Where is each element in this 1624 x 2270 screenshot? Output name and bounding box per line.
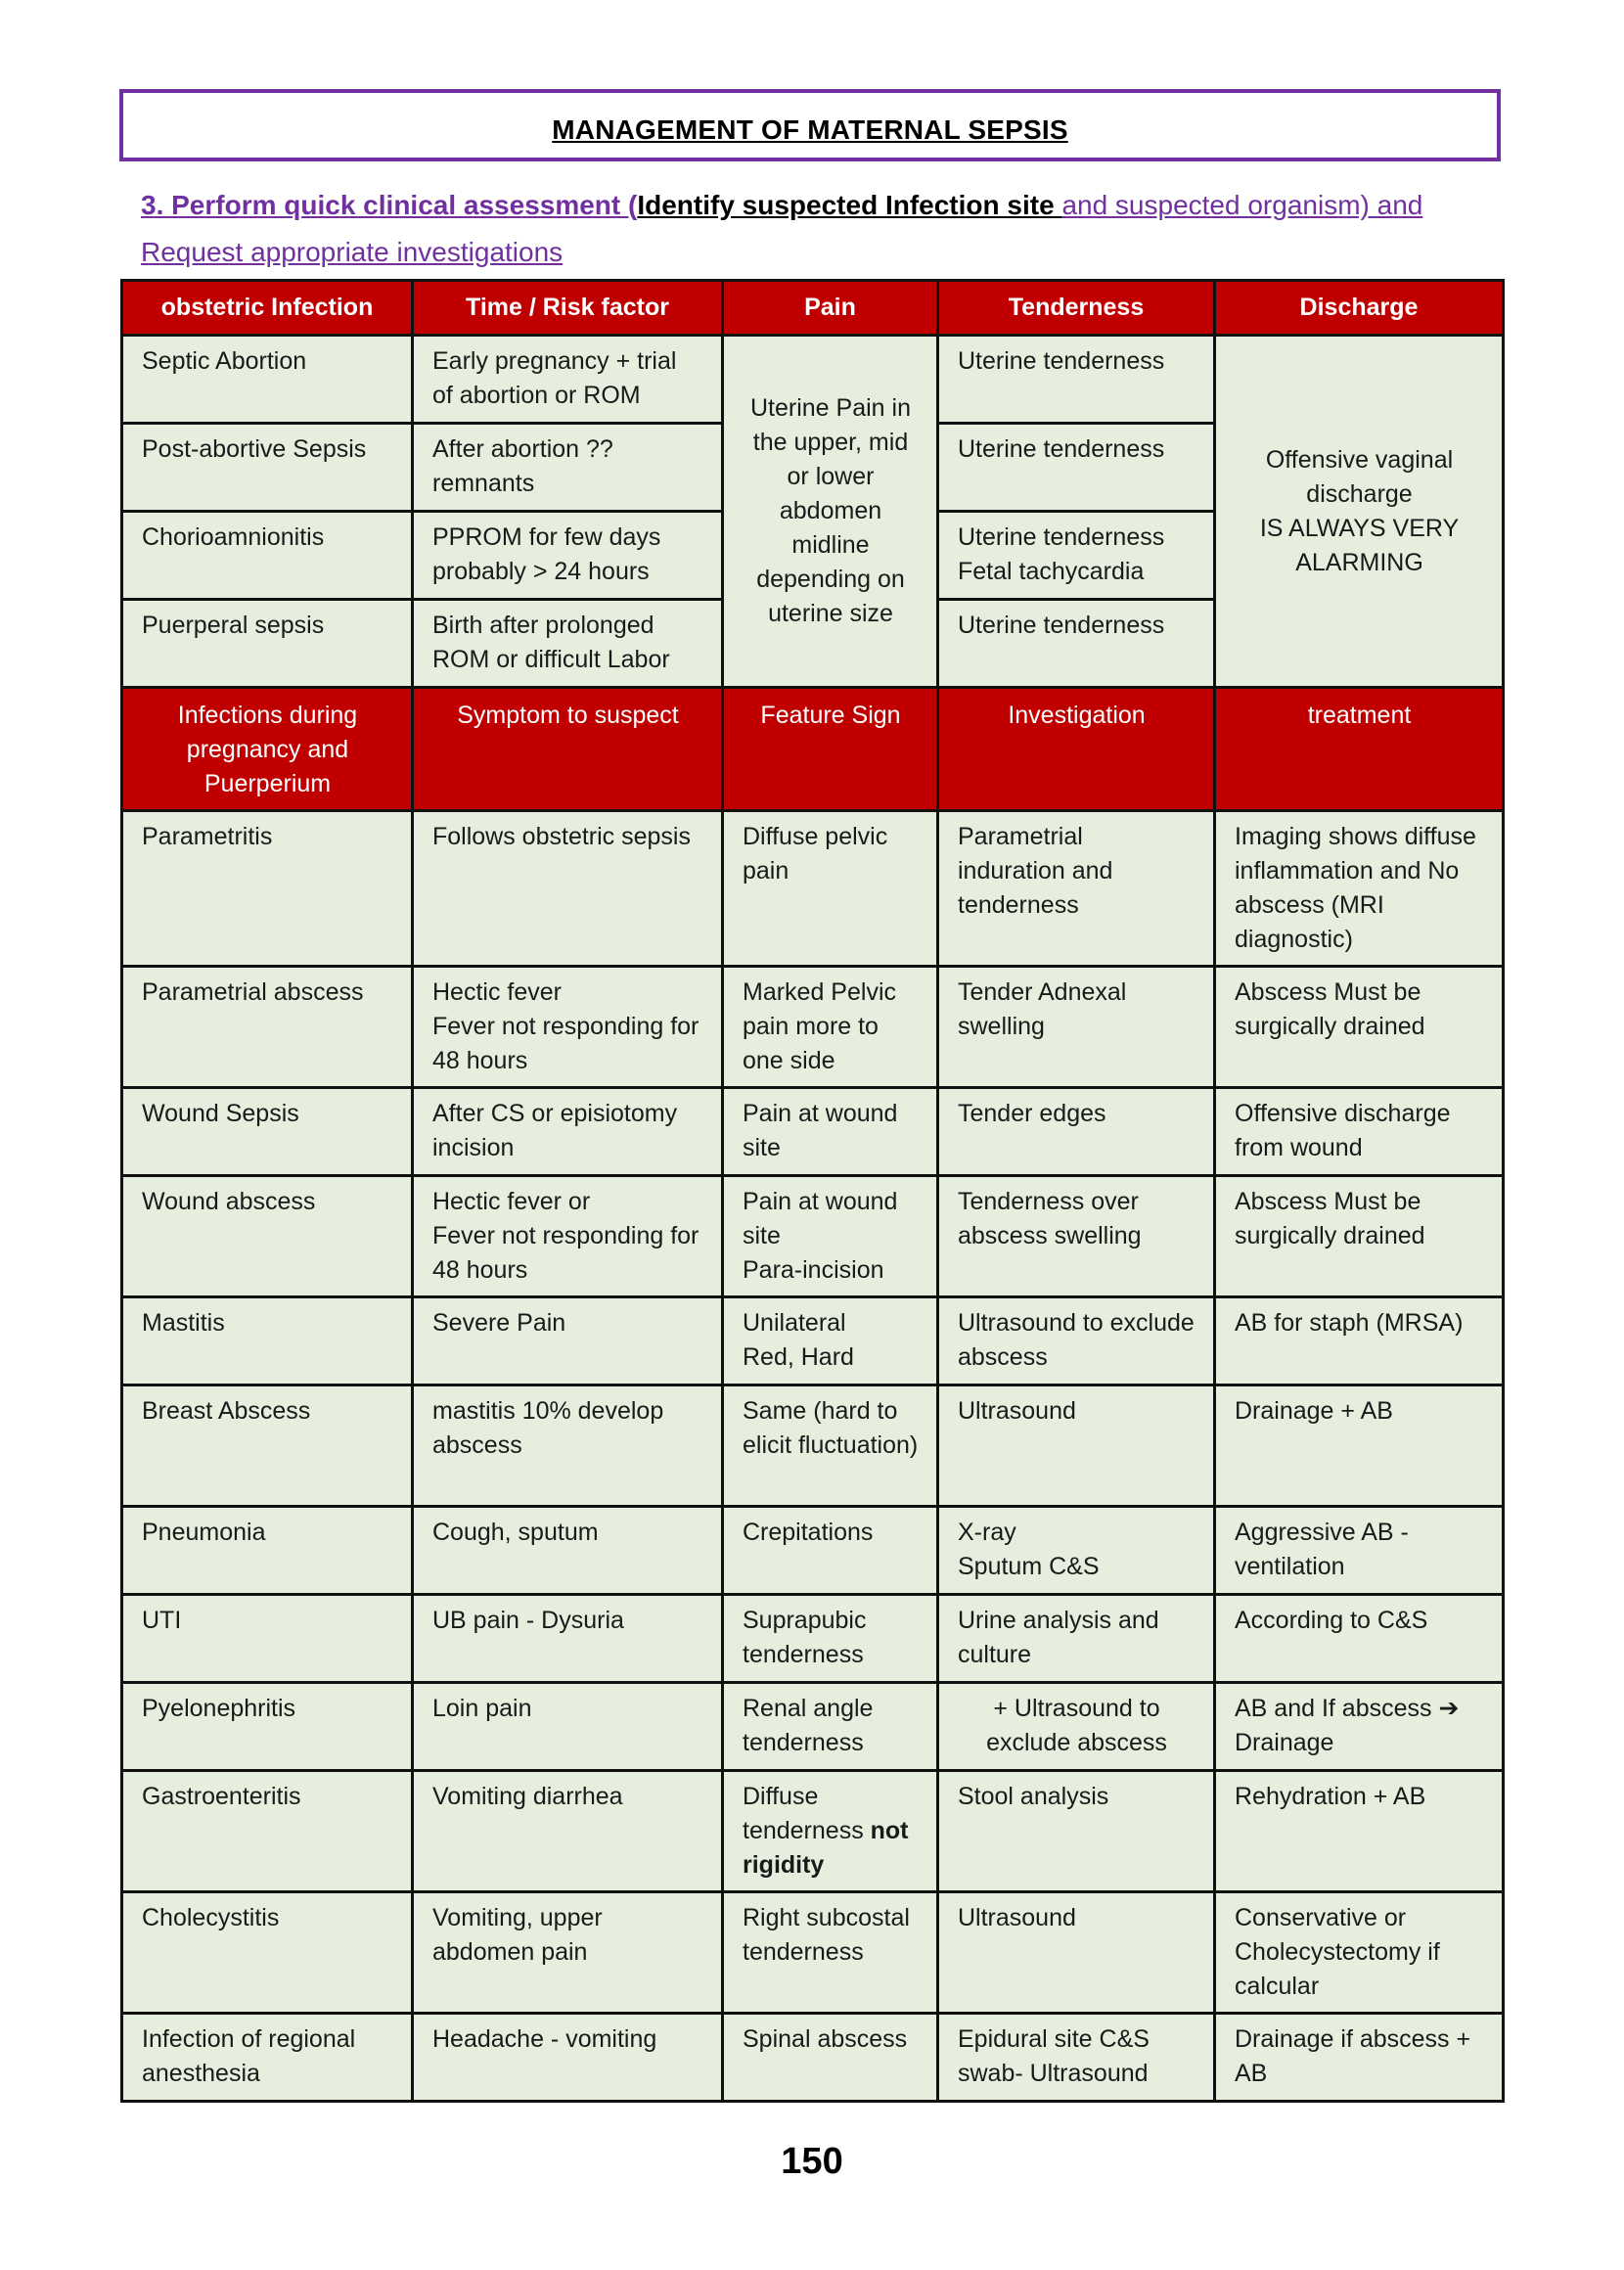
page-title: MANAGEMENT OF MATERNAL SEPSIS bbox=[552, 114, 1068, 145]
c4-cell bbox=[938, 1595, 1215, 1683]
c2-cell bbox=[413, 1595, 723, 1683]
cell-line: According to C&S bbox=[1235, 1607, 1428, 1634]
cell-line: Crepitations bbox=[743, 1519, 874, 1546]
cell-line: X-ray bbox=[958, 1519, 1016, 1546]
c3-cell bbox=[723, 1771, 938, 1892]
time-cell: Early pregnancy + trial of abortion or ROM bbox=[413, 336, 723, 424]
c3-cell bbox=[723, 1088, 938, 1176]
cell-line: Severe Pain bbox=[432, 1309, 566, 1337]
c5-cell bbox=[1215, 1771, 1504, 1892]
tenderness-cell: Uterine tenderness bbox=[938, 600, 1215, 688]
heading-bold: Identify suspected Infection site bbox=[637, 190, 1062, 220]
c3-cell bbox=[723, 1595, 938, 1683]
cell-line: + Ultrasound to exclude abscess bbox=[986, 1695, 1167, 1756]
cell-line: Rehydration + AB bbox=[1235, 1783, 1426, 1810]
c5-cell bbox=[1215, 1683, 1504, 1771]
infection-cell: Chorioamnionitis bbox=[122, 512, 413, 600]
c3-cell bbox=[723, 1892, 938, 2014]
cell-line: Sputum C&S bbox=[958, 1553, 1100, 1580]
cell-line: Vomiting, upper abdomen pain bbox=[432, 1904, 603, 1966]
table1-header-row bbox=[122, 281, 1504, 336]
cell-line: Spinal abscess bbox=[743, 2025, 908, 2053]
c1-cell: Infection of regional anesthesia bbox=[122, 2014, 413, 2102]
tenderness-cell: Uterine tenderness bbox=[938, 424, 1215, 512]
c5-cell bbox=[1215, 1088, 1504, 1176]
c3-cell bbox=[723, 1507, 938, 1595]
cell-line: Marked Pelvic pain more to one side bbox=[743, 978, 896, 1074]
cell-line: Hectic fever bbox=[432, 978, 562, 1006]
c2-cell bbox=[413, 1892, 723, 2014]
c2-cell bbox=[413, 1385, 723, 1507]
cell-line: Conservative or Cholecystectomy if calcular bbox=[1235, 1904, 1440, 2000]
sepsis-table bbox=[120, 279, 1505, 2103]
time-cell: PPROM for few days probably > 24 hours bbox=[413, 512, 723, 600]
tenderness-cell bbox=[938, 512, 1215, 600]
cell-line: Diffuse pelvic pain bbox=[743, 823, 888, 885]
c1-cell: Breast Abscess bbox=[122, 1385, 413, 1507]
cell-line: Renal angle tenderness bbox=[743, 1695, 874, 1756]
cell-line: Fever not responding for 48 hours bbox=[432, 1013, 699, 1074]
table-row bbox=[122, 1385, 1504, 1507]
heading-rest-2: Request appropriate investigations bbox=[141, 237, 564, 267]
cell-line: Ultrasound bbox=[958, 1904, 1076, 1931]
table-row bbox=[122, 1771, 1504, 1892]
c4-cell bbox=[938, 811, 1215, 967]
c4-cell bbox=[938, 1176, 1215, 1297]
cell-line: Tender Adnexal swelling bbox=[958, 978, 1127, 1040]
cell-line: Abscess Must be surgically drained bbox=[1235, 978, 1425, 1040]
infection-cell: Post-abortive Sepsis bbox=[122, 424, 413, 512]
c2-cell bbox=[413, 1297, 723, 1385]
c1-cell: Mastitis bbox=[122, 1297, 413, 1385]
col-header: Investigation bbox=[938, 688, 1215, 811]
cell-line: Pain at wound site bbox=[743, 1188, 898, 1249]
cell-line: Imaging shows diffuse inflammation and No abscess (MRI diagnostic) bbox=[1235, 823, 1476, 953]
c3-cell bbox=[723, 1176, 938, 1297]
discharge-cell bbox=[1215, 336, 1504, 688]
c1-cell: Parametrial abscess bbox=[122, 967, 413, 1088]
cell-line: Hectic fever or bbox=[432, 1188, 591, 1215]
cell-line: Red, Hard bbox=[743, 1343, 854, 1371]
tenderness-line: Uterine tenderness bbox=[958, 523, 1165, 551]
c4-cell bbox=[938, 1297, 1215, 1385]
col-header: Pain bbox=[723, 281, 938, 336]
cell-line: Tender edges bbox=[958, 1100, 1106, 1127]
c4-cell bbox=[938, 2014, 1215, 2102]
c5-cell bbox=[1215, 1297, 1504, 1385]
cell-line: Epidural site C&S swab- Ultrasound bbox=[958, 2025, 1150, 2087]
heading-step: 3. Perform quick clinical assessment ( bbox=[141, 190, 638, 220]
section-heading bbox=[141, 182, 1511, 276]
c1-cell: Cholecystitis bbox=[122, 1892, 413, 2014]
cell-line: Parametrial induration and tenderness bbox=[958, 823, 1113, 919]
table-row bbox=[122, 336, 1504, 424]
c3-cell bbox=[723, 811, 938, 967]
cell-line: Headache - vomiting bbox=[432, 2025, 657, 2053]
cell-line: AB for staph (MRSA) bbox=[1235, 1309, 1464, 1337]
c4-cell bbox=[938, 1088, 1215, 1176]
c1-cell: Pyelonephritis bbox=[122, 1683, 413, 1771]
table-row bbox=[122, 1088, 1504, 1176]
c2-cell bbox=[413, 2014, 723, 2102]
c2-cell bbox=[413, 1507, 723, 1595]
page-number: 150 bbox=[781, 2141, 843, 2182]
cell-line: Para-incision bbox=[743, 1256, 884, 1284]
table-row bbox=[122, 1176, 1504, 1297]
cell-line: AB and If abscess ➔ Drainage bbox=[1235, 1695, 1460, 1756]
cell-line: After CS or episiotomy incision bbox=[432, 1100, 678, 1161]
cell-line: Pain at wound site bbox=[743, 1100, 898, 1161]
pain-cell: Uterine Pain in the upper, mid or lower abdomen midline depending on uterine size bbox=[723, 336, 938, 688]
cell-line: Suprapubic tenderness bbox=[743, 1607, 867, 1668]
table-row bbox=[122, 1892, 1504, 2014]
cell-line: Abscess Must be surgically drained bbox=[1235, 1188, 1425, 1249]
c3-cell bbox=[723, 967, 938, 1088]
c4-cell bbox=[938, 1683, 1215, 1771]
c5-cell bbox=[1215, 967, 1504, 1088]
col-header: obstetric Infection bbox=[122, 281, 413, 336]
tenderness-cell: Uterine tenderness bbox=[938, 336, 1215, 424]
c1-cell: UTI bbox=[122, 1595, 413, 1683]
col-header: Time / Risk factor bbox=[413, 281, 723, 336]
c1-cell: Gastroenteritis bbox=[122, 1771, 413, 1892]
table2-body bbox=[122, 811, 1504, 2102]
c2-cell bbox=[413, 811, 723, 967]
cell-line: Unilateral bbox=[743, 1309, 846, 1337]
c1-cell: Parametritis bbox=[122, 811, 413, 967]
c4-cell bbox=[938, 1771, 1215, 1892]
c3-cell bbox=[723, 1385, 938, 1507]
c3-cell bbox=[723, 1297, 938, 1385]
cell-line: Follows obstetric sepsis bbox=[432, 823, 691, 850]
heading-rest-1: and suspected organism) and bbox=[1061, 190, 1423, 220]
cell-line: Diffuse tenderness bbox=[743, 1783, 871, 1844]
cell-line: Offensive discharge from wound bbox=[1235, 1100, 1451, 1161]
col-header: Discharge bbox=[1215, 281, 1504, 336]
table-row bbox=[122, 2014, 1504, 2102]
cell-line: Tenderness over abscess swelling bbox=[958, 1188, 1142, 1249]
c5-cell bbox=[1215, 2014, 1504, 2102]
cell-bold-text: not rigidity bbox=[743, 1817, 909, 1879]
table-row bbox=[122, 1595, 1504, 1683]
infection-cell: Puerperal sepsis bbox=[122, 600, 413, 688]
cell-line: Drainage + AB bbox=[1235, 1397, 1393, 1425]
c2-cell bbox=[413, 967, 723, 1088]
c4-cell bbox=[938, 1385, 1215, 1507]
discharge-text: Offensive vaginal discharge bbox=[1265, 445, 1454, 508]
c5-cell bbox=[1215, 811, 1504, 967]
table-row bbox=[122, 967, 1504, 1088]
table2-header-row bbox=[122, 688, 1504, 811]
c1-cell: Wound abscess bbox=[122, 1176, 413, 1297]
cell-line: Vomiting diarrhea bbox=[432, 1783, 623, 1810]
col-header: Infections during pregnancy and Puerperium bbox=[122, 688, 413, 811]
cell-line: Ultrasound to exclude abscess bbox=[958, 1309, 1195, 1371]
c4-cell bbox=[938, 967, 1215, 1088]
table-row bbox=[122, 811, 1504, 967]
cell-line: Cough, sputum bbox=[432, 1519, 599, 1546]
cell-line: Ultrasound bbox=[958, 1397, 1076, 1425]
c1-cell: Pneumonia bbox=[122, 1507, 413, 1595]
cell-line: Stool analysis bbox=[958, 1783, 1109, 1810]
c4-cell bbox=[938, 1507, 1215, 1595]
col-header: Symptom to suspect bbox=[413, 688, 723, 811]
cell-line: Loin pain bbox=[432, 1695, 532, 1722]
col-header: treatment bbox=[1215, 688, 1504, 811]
time-cell: Birth after prolonged ROM or difficult Labor bbox=[413, 600, 723, 688]
c5-cell bbox=[1215, 1176, 1504, 1297]
c1-cell: Wound Sepsis bbox=[122, 1088, 413, 1176]
discharge-alarm: IS ALWAYS VERY ALARMING bbox=[1259, 514, 1460, 576]
cell-line: Aggressive AB - ventilation bbox=[1235, 1519, 1409, 1580]
cell-line: Drainage if abscess + AB bbox=[1235, 2025, 1471, 2087]
table-row bbox=[122, 1683, 1504, 1771]
cell-line: mastitis 10% develop abscess bbox=[432, 1397, 664, 1459]
c2-cell bbox=[413, 1088, 723, 1176]
cell-line: UB pain - Dysuria bbox=[432, 1607, 624, 1634]
c2-cell bbox=[413, 1683, 723, 1771]
c5-cell bbox=[1215, 1892, 1504, 2014]
infection-cell: Septic Abortion bbox=[122, 336, 413, 424]
c2-cell bbox=[413, 1176, 723, 1297]
cell-line: Same (hard to elicit fluctuation) bbox=[743, 1397, 919, 1459]
cell-line: Right subcostal tenderness bbox=[743, 1904, 910, 1966]
cell-line: Urine analysis and culture bbox=[958, 1607, 1159, 1668]
col-header: Tenderness bbox=[938, 281, 1215, 336]
time-cell: After abortion ?? remnants bbox=[413, 424, 723, 512]
cell-line: Fever not responding for 48 hours bbox=[432, 1222, 699, 1284]
col-header: Feature Sign bbox=[723, 688, 938, 811]
c5-cell bbox=[1215, 1385, 1504, 1507]
tenderness-line: Fetal tachycardia bbox=[958, 558, 1145, 585]
table-row bbox=[122, 1297, 1504, 1385]
table-row bbox=[122, 1507, 1504, 1595]
c2-cell bbox=[413, 1771, 723, 1892]
c5-cell bbox=[1215, 1595, 1504, 1683]
c4-cell bbox=[938, 1892, 1215, 2014]
c3-cell bbox=[723, 2014, 938, 2102]
title-box bbox=[119, 89, 1501, 161]
c3-cell bbox=[723, 1683, 938, 1771]
c5-cell bbox=[1215, 1507, 1504, 1595]
